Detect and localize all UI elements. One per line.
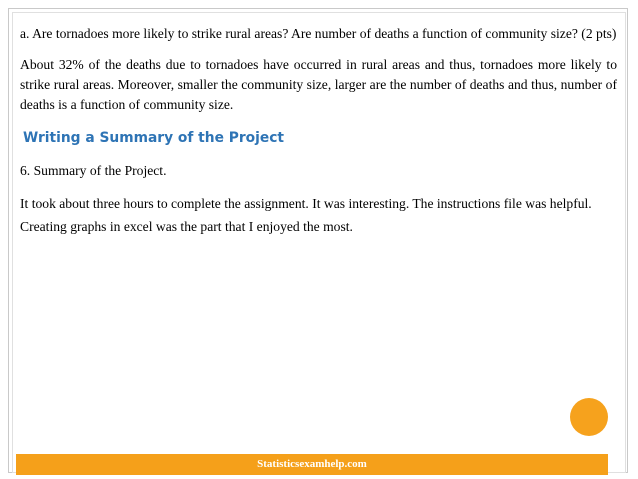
answer-a: About 32% of the deaths due to tornadoes have occurred in rural areas and thus, tornadoes more likely to strike rural areas. Moreover, smaller the community size, larger are the number of deaths and thus, number of deaths is a function of community size.: [20, 57, 617, 112]
decorative-circle: [570, 398, 608, 436]
slide-content: [20, 24, 617, 238]
footer-bar: [16, 453, 608, 475]
footer-site-text: Statisticsexamhelp.com: [257, 458, 367, 470]
question-a: a. Are tornadoes more likely to strike rural areas? Are number of deaths a function of community size? (2 pts): [20, 26, 617, 41]
section-heading: Writing a Summary of the Project: [23, 130, 284, 146]
summary-text: It took about three hours to complete the assignment. It was interesting. The instructions file was helpful. Creating graphs in excel was the part that I enjoyed the most.: [20, 196, 592, 234]
summary-item: 6. Summary of the Project.: [20, 163, 167, 178]
